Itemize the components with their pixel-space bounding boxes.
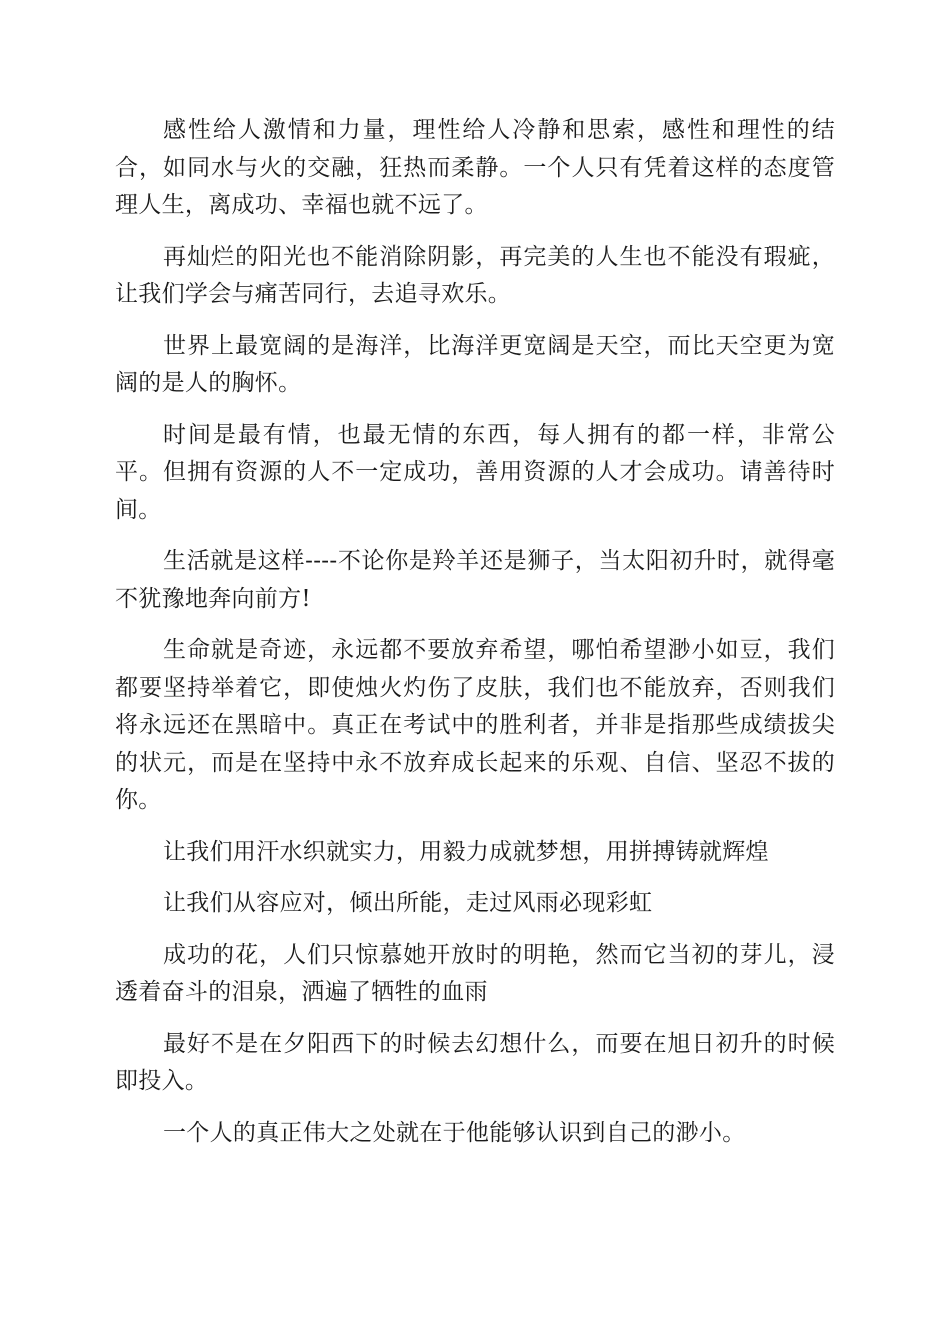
paragraph: 生活就是这样----不论你是羚羊还是狮子，当太阳初升时，就得毫不犹豫地奔向前方! xyxy=(115,548,835,612)
paragraph: 时间是最有情，也最无情的东西，每人拥有的都一样，非常公平。但拥有资源的人不一定成功，善用资源的人才会成功。请善待时间。 xyxy=(115,421,835,523)
paragraph: 生命就是奇迹，永远都不要放弃希望，哪怕希望渺小如豆，我们都要坚持举着它，即使烛火灼伤了皮肤，我们也不能放弃，否则我们将永远还在黑暗中。真正在考试中的胜利者，并非是指那些成绩拔尖的状元，而是在坚持中永不放弃成长起来的乐观、自信、坚忍不拔的你。 xyxy=(115,637,835,813)
paragraph: 感性给人激情和力量，理性给人冷静和思索，感性和理性的结合，如同水与火的交融，狂热而柔静。一个人只有凭着这样的态度管理人生，离成功、幸福也就不远了。 xyxy=(115,117,835,218)
paragraph: 一个人的真正伟大之处就在于他能够认识到自己的渺小。 xyxy=(163,1119,746,1146)
paragraph: 让我们用汗水织就实力，用毅力成就梦想，用拼搏铸就辉煌 xyxy=(163,838,769,865)
paragraph: 最好不是在夕阳西下的时候去幻想什么，而要在旭日初升的时候即投入。 xyxy=(115,1030,835,1094)
document-body xyxy=(115,112,835,1166)
paragraph: 世界上最宽阔的是海洋，比海洋更宽阔是天空，而比天空更为宽阔的是人的胸怀。 xyxy=(115,332,835,396)
paragraph: 成功的花，人们只惊慕她开放时的明艳，然而它当初的芽儿，浸透着奋斗的泪泉，洒遍了牺牲的血雨 xyxy=(115,941,835,1005)
paragraph: 让我们从容应对，倾出所能，走过风雨必现彩虹 xyxy=(163,890,653,916)
paragraph: 再灿烂的阳光也不能消除阴影，再完美的人生也不能没有瑕疵，让我们学会与痛苦同行，去追寻欢乐。 xyxy=(115,243,835,307)
